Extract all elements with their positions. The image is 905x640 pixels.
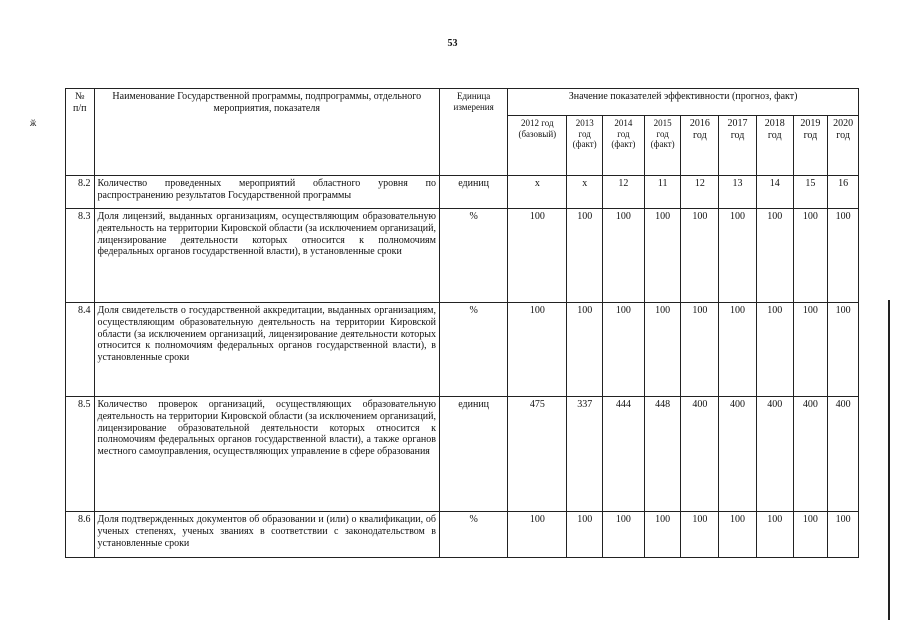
header-year: 2014 год (факт)	[603, 116, 645, 176]
header-values: Значение показателей эффективности (прогноз, факт)	[508, 89, 859, 116]
indicator-value: 100	[756, 303, 793, 397]
indicator-value: 100	[508, 512, 567, 558]
indicator-unit: %	[440, 303, 508, 397]
indicator-value: 100	[508, 303, 567, 397]
row-number: 8.6	[66, 512, 95, 558]
indicator-value: 14	[756, 176, 793, 209]
indicator-unit: единиц	[440, 176, 508, 209]
table-row	[66, 512, 859, 558]
indicator-unit: %	[440, 209, 508, 303]
header-num: № п/п	[66, 89, 95, 176]
stray-mark: ӂ	[30, 118, 37, 128]
indicator-value: 100	[603, 303, 645, 397]
indicator-value: 400	[719, 397, 757, 512]
header-year: 2012 год (базовый)	[508, 116, 567, 176]
indicator-value: 100	[828, 512, 859, 558]
indicator-value: 100	[719, 512, 757, 558]
indicator-value: 400	[681, 397, 719, 512]
indicator-value: 100	[567, 209, 603, 303]
indicator-name: Количество проверок организаций, осуществляющих образовательную деятельность на территории Кировской области (за исключением организаций, лицензирование образовательной деятельности которых относится к полномочиям федеральных органов государственной власти), а также органов местного самоуправления, осуществляющих управление в сфере образования	[94, 397, 439, 512]
header-year: 2016 год	[681, 116, 719, 176]
indicator-value: 448	[644, 397, 681, 512]
indicator-value: 400	[756, 397, 793, 512]
indicator-value: 100	[793, 303, 828, 397]
indicator-value: 12	[681, 176, 719, 209]
row-number: 8.5	[66, 397, 95, 512]
indicator-name: Количество проведенных мероприятий областного уровня по распространению результатов Государственной программы	[94, 176, 439, 209]
indicator-value: 12	[603, 176, 645, 209]
header-year: 2017 год	[719, 116, 757, 176]
indicator-value: 444	[603, 397, 645, 512]
indicator-value: 100	[793, 209, 828, 303]
indicator-value: 100	[828, 209, 859, 303]
table-row	[66, 209, 859, 303]
indicator-value: 100	[756, 209, 793, 303]
row-number: 8.3	[66, 209, 95, 303]
indicator-unit: %	[440, 512, 508, 558]
header-year: 2013 год (факт)	[567, 116, 603, 176]
indicator-value: 100	[681, 303, 719, 397]
indicator-value: 400	[828, 397, 859, 512]
header-year: 2019 год	[793, 116, 828, 176]
indicator-value: 100	[644, 512, 681, 558]
indicator-value: 15	[793, 176, 828, 209]
header-year: 2018 год	[756, 116, 793, 176]
indicator-value: 100	[793, 512, 828, 558]
row-number: 8.4	[66, 303, 95, 397]
indicator-value: x	[567, 176, 603, 209]
indicator-value: 100	[603, 512, 645, 558]
indicators-table	[65, 88, 859, 558]
scan-edge-line	[888, 300, 890, 620]
row-number: 8.2	[66, 176, 95, 209]
indicator-name: Доля лицензий, выданных организациям, осуществляющим образовательную деятельность на территории Кировской области (за исключением организаций, лицензирование деятельности которых относится к полномочиям федеральных органов государственной власти), в установленные сроки	[94, 209, 439, 303]
table-row	[66, 176, 859, 209]
table-row	[66, 303, 859, 397]
header-year: 2020 год	[828, 116, 859, 176]
indicator-value: 400	[793, 397, 828, 512]
indicator-value: x	[508, 176, 567, 209]
indicator-value: 100	[681, 512, 719, 558]
indicator-value: 100	[719, 303, 757, 397]
indicator-unit: единиц	[440, 397, 508, 512]
indicator-value: 475	[508, 397, 567, 512]
header-unit: Единица измерения	[440, 89, 508, 176]
indicator-value: 100	[508, 209, 567, 303]
indicator-value: 100	[567, 303, 603, 397]
indicator-value: 16	[828, 176, 859, 209]
indicator-value: 100	[719, 209, 757, 303]
indicator-name: Доля свидетельств о государственной аккредитации, выданных организациям, осуществляющим образовательную деятельность на территории Кировской области (за исключением организаций, лицензирование деятельности которых относится к полномочиям федеральных органов государственной власти), в установленные сроки	[94, 303, 439, 397]
indicator-value: 100	[644, 209, 681, 303]
indicator-value: 100	[644, 303, 681, 397]
table-row	[66, 397, 859, 512]
indicator-value: 100	[603, 209, 645, 303]
indicator-value: 100	[681, 209, 719, 303]
header-name: Наименование Государственной программы, подпрограммы, отдельного мероприятия, показателя	[94, 89, 439, 176]
indicator-value: 11	[644, 176, 681, 209]
page-number: 53	[447, 38, 458, 49]
indicator-value: 100	[567, 512, 603, 558]
indicator-value: 337	[567, 397, 603, 512]
indicator-value: 100	[828, 303, 859, 397]
indicator-name: Доля подтвержденных документов об образовании и (или) о квалификации, об ученых степенях, ученых званиях в соответствии с законодательством в установленные сроки	[94, 512, 439, 558]
header-year: 2015 год (факт)	[644, 116, 681, 176]
indicator-value: 13	[719, 176, 757, 209]
indicator-value: 100	[756, 512, 793, 558]
